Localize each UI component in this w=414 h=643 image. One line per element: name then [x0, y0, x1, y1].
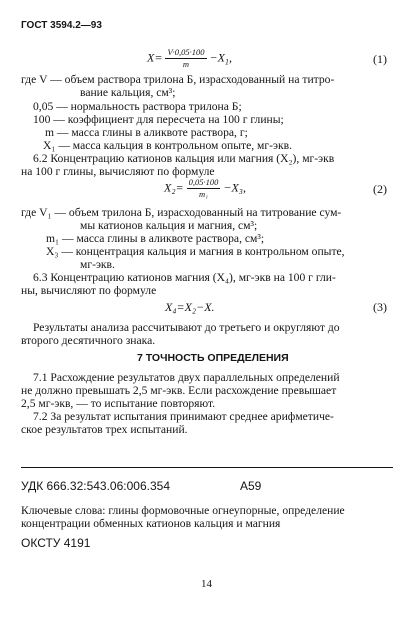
para-6-3-line-2: ны, вычисляют по формуле	[21, 284, 157, 297]
document-header: ГОСТ 3594.2—93	[21, 20, 102, 31]
para-7-2-line-2: ское результатов трех испытаний.	[21, 423, 188, 436]
formula-2-numerator: 0,05·100	[188, 177, 219, 187]
para-7-1-line-1: 7.1 Расхождение результатов двух параллельных определений	[33, 371, 340, 384]
para-7-1-line-2: не должно превышать 2,5 мг-экв. Если расхождение превышает	[21, 384, 337, 397]
para-7-2-line-1: 7.2 За результат испытания принимают среднее арифметиче-	[33, 410, 334, 423]
udk-code: УДК 666.32:543.06:006.354	[21, 479, 170, 493]
def2-line-1: где V₁ — объем трилона Б, израсходованный на титрование сум-	[21, 206, 342, 219]
def1-line-5: m — масса глины в аликвоте раствора, г;	[45, 126, 248, 139]
formula-1-denominator: m	[182, 59, 190, 69]
def2-line-3: m₁ — масса глины в аликвоте раствора, см³;	[46, 232, 265, 245]
classification-code: А59	[240, 479, 262, 493]
def1-line-4: 100 — коэффициент для пересчета на 100 г глины;	[33, 113, 284, 126]
def1-line-6: X₁ — масса кальция в контрольном опыте, мг-экв.	[43, 139, 292, 152]
formula-3-number: (3)	[373, 300, 387, 314]
formula-1-numerator: V·0,05·100	[167, 47, 205, 57]
keywords-line-2: концентрации обменных катионов кальция и магния	[21, 517, 281, 530]
formula-1-subscript: 1	[224, 57, 229, 67]
formula-2-lhs: X₂=	[164, 180, 184, 195]
formula-1	[147, 47, 232, 70]
para-7-1-line-3: 2,5 мг-экв, — то испытание повторяют.	[21, 397, 216, 410]
formula-1-comma: ,	[228, 50, 232, 65]
formula-2-tail: −X₃,	[220, 180, 246, 195]
para-6-2-line-1: 6.2 Концентрацию катионов кальция или магния (X₂), мг-экв	[33, 152, 335, 165]
formula-1-fraction	[165, 47, 206, 70]
formula-3: X₄=X₂−X.	[165, 300, 215, 314]
para-6-2-line-2: на 100 г глины, вычисляют по формуле	[21, 165, 215, 178]
formula-2-number: (2)	[373, 182, 387, 196]
def1-line-1: где V — объем раствора трилона Б, израсходованный на титро-	[21, 73, 335, 86]
results-line-1: Результаты анализа рассчитывают до третьего и округляют до	[33, 321, 340, 334]
para-6-3-line-1: 6.3 Концентрацию катионов магния (X₄), мг-экв на 100 г гли-	[33, 271, 336, 284]
section-7-heading: 7 ТОЧНОСТЬ ОПРЕДЕЛЕНИЯ	[137, 352, 289, 364]
formula-2	[164, 177, 246, 200]
results-line-2: второго десятичного знака.	[21, 334, 156, 347]
formula-1-number: (1)	[373, 52, 387, 66]
def2-line-5: мг-экв.	[80, 258, 115, 271]
keywords-line-1: Ключевые слова: глины формовочные огнеупорные, определение	[21, 504, 345, 517]
oksty-code: ОКСТУ 4191	[21, 536, 91, 550]
formula-1-tail: −X	[206, 50, 225, 65]
def1-line-2: вание кальция, см³;	[80, 86, 176, 99]
formula-2-fraction	[187, 177, 221, 200]
page-number: 14	[201, 578, 212, 590]
def2-line-4: X₃ — концентрация кальция и магния в контрольном опыте,	[46, 245, 345, 258]
divider	[21, 467, 393, 468]
formula-1-lhs: X=	[147, 50, 163, 65]
formula-2-denominator: m₁	[198, 189, 209, 199]
def2-line-2: мы катионов кальция и магния, см³;	[80, 219, 258, 232]
def1-line-3: 0,05 — нормальность раствора трилона Б;	[33, 100, 242, 113]
